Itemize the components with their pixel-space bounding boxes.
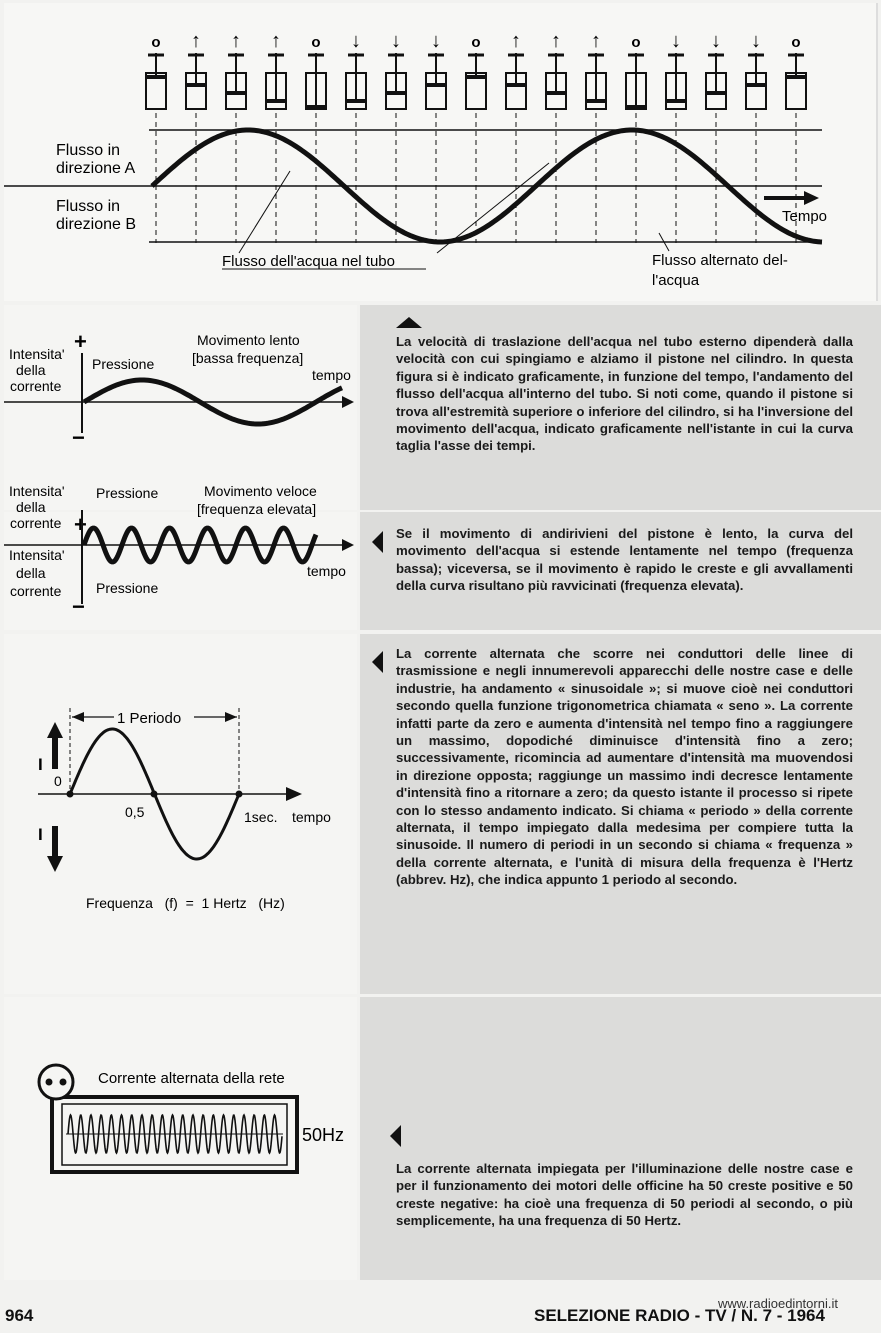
figure-piston-flow [4, 3, 878, 301]
flow-b-label-line2: direzione B [56, 216, 137, 233]
piston-head [627, 105, 645, 109]
mains-current-diagram [4, 997, 357, 1280]
piston-cylinder [386, 30, 406, 243]
minus-sign: − [72, 594, 85, 619]
plus-sign: + [74, 512, 87, 537]
time-axis-arrow [286, 787, 302, 801]
piston-rest-icon: o [471, 34, 481, 51]
period-sine-diagram [4, 634, 357, 994]
socket-pin-left-icon [46, 1079, 53, 1086]
fast-movement-label-line2: [frequenza elevata] [197, 501, 317, 517]
paragraph-panel-2 [360, 512, 881, 630]
flow-b-label-line1: Flusso in [56, 198, 121, 215]
intensity-label-line3: corrente [10, 378, 62, 394]
arrow-down-icon: ↓ [351, 30, 361, 52]
left-triangle-icon [390, 1125, 401, 1147]
piston-cylinder [226, 30, 246, 243]
piston-head [187, 83, 205, 87]
intensity-bottom-line3: corrente [10, 583, 62, 599]
slow-movement-label-line2: [bassa frequenza] [192, 350, 304, 366]
caption-alternating-line2: l'acqua [652, 272, 700, 289]
time-label: Tempo [782, 208, 828, 225]
paragraph-2: Se il movimento di andirivieni del pistone è lento, la curva del movimento dell'acqua si estende lentamente nel tempo (frequenza bassa); viceversa, se il movimento è rapido le creste e gli avvallamenti della curva risultano più ravvicinati (frequenza elevata). [396, 526, 853, 594]
piston-head [387, 91, 405, 95]
piston-head [427, 83, 445, 87]
figure-period [4, 634, 357, 994]
intensity-label-line2: della [16, 362, 46, 378]
caption-water-flow: Flusso dell'acqua nel tubo [222, 253, 395, 270]
time-label: tempo [312, 367, 351, 383]
paragraph-panel-4 [360, 997, 881, 1280]
paragraph-3: La corrente alternata che scorre nei conduttori delle linee di trasmissione e negli innumerevoli apparecchi delle nostre case e delle industrie, ha andamento « sinusoidale »; si muove cioè nei conduttori secondo quella funzione trigonometrica chiamata « seno ». La corrente infatti parte da zero e aumenta d'intensità nel tempo fino a raggiungere un massimo, dopodiché diminuisce d'intensità fino a zero; successivamente, ricomincia ad aumentare d'intensità ma muovendosi in direzione opposta; raggiunge un massimo indi decresce lentamente d'intensità fino a ritornare a zero; da questo istante il processo si ripete con lo stesso andamento indicato. Si chiama « periodo » della corrente alternata, il tempo impiegato dalla medesima per compiere tutta la sinusoide. Il numero di periodi in un secondo si chiama « frequenza » della corrente alternata, e l'unità di misura della frequenza è l'Hertz (abbrev. Hz), che indica appunto 1 periodo al secondo. [396, 646, 853, 888]
minus-sign: − [72, 425, 85, 450]
arrow-down-icon: ↓ [711, 30, 721, 52]
high-frequency-diagram [4, 483, 357, 630]
piston-head [347, 99, 365, 103]
time-axis-arrow [342, 396, 354, 408]
arrow-up-icon: ↑ [271, 30, 281, 52]
slow-movement-label-line1: Movimento lento [197, 332, 300, 348]
frequency-label: Frequenza (f) = 1 Hertz (Hz) [86, 895, 285, 911]
current-label-bottom: I [38, 825, 43, 844]
time-axis-arrow [342, 539, 354, 551]
up-triangle-icon [396, 317, 422, 328]
paragraph-panel-1 [360, 305, 881, 510]
figure-slow-movement [4, 305, 357, 510]
piston-head [707, 91, 725, 95]
piston-cylinder [306, 34, 326, 243]
arrow-down-icon: ↓ [391, 30, 401, 52]
piston-rest-icon: o [791, 34, 801, 51]
intensity-top-line3: corrente [10, 515, 62, 531]
piston-head [587, 99, 605, 103]
period-arrow-right [225, 712, 237, 722]
current-up-arrow-icon [47, 722, 63, 769]
pointer-line-left [239, 171, 290, 253]
piston-cylinder [186, 30, 206, 243]
arrow-up-icon: ↑ [231, 30, 241, 52]
intensity-top-line2: della [16, 499, 46, 515]
left-triangle-icon [372, 531, 383, 553]
arrow-up-icon: ↑ [511, 30, 521, 52]
arrow-up-icon: ↑ [191, 30, 201, 52]
arrow-up-icon: ↑ [591, 30, 601, 52]
arrow-up-icon: ↑ [551, 30, 561, 52]
pressure-top-label: Pressione [96, 485, 159, 501]
zero-point [67, 791, 74, 798]
half-point [151, 791, 158, 798]
paragraph-panel-3 [360, 634, 881, 994]
figure-fast-movement [4, 483, 357, 630]
left-triangle-icon [372, 651, 383, 673]
arrow-down-icon: ↓ [431, 30, 441, 52]
piston-head [147, 75, 165, 79]
piston-head [547, 91, 565, 95]
intensity-bottom-line1: Intensita' [9, 547, 65, 563]
magazine-title: SELEZIONE RADIO - TV / N. 7 - 1964 [534, 1306, 825, 1325]
caption-alternating-line1: Flusso alternato del- [652, 252, 788, 269]
piston-cylinder [466, 34, 486, 243]
pressure-bottom-label: Pressione [96, 580, 159, 596]
figure-mains-current [4, 997, 357, 1280]
time-label: tempo [307, 563, 346, 579]
fast-movement-label-line1: Movimento veloce [204, 483, 317, 499]
intensity-label-line1: Intensita' [9, 346, 65, 362]
watermark-url: www.radioedintorni.it [718, 1296, 838, 1311]
piston-cylinder [546, 30, 566, 243]
piston-rest-icon: o [151, 34, 161, 51]
intensity-bottom-line2: della [16, 565, 46, 581]
paragraph-4: La corrente alternata impiegata per l'illuminazione delle nostre case e per il funzionamento dei motori delle officine ha 50 creste positive e 50 creste negative: ha cioè una frequenza di 50 periodi al secondo, o più semplicemente, ha una frequenza di 50 Hertz. [396, 1161, 853, 1229]
pressure-label: Pressione [92, 356, 155, 372]
frequency-50hz-label: 50Hz [302, 1125, 345, 1145]
piston-head [267, 99, 285, 103]
page-number: 964 [5, 1306, 34, 1325]
mains-title: Corrente alternata della rete [98, 1070, 285, 1087]
piston-rest-icon: o [311, 34, 321, 51]
intensity-top-line1: Intensita' [9, 483, 65, 499]
pointer-line-mid [437, 163, 549, 253]
arrow-down-icon: ↓ [671, 30, 681, 52]
slow-frequency-diagram [4, 305, 357, 510]
piston-cylinder [426, 30, 446, 243]
plus-sign: + [74, 329, 87, 354]
arrow-down-icon: ↓ [751, 30, 761, 52]
piston-head [507, 83, 525, 87]
piston-head [467, 75, 485, 79]
piston-cylinder [146, 34, 166, 243]
piston-head [227, 91, 245, 95]
half-label: 0,5 [125, 804, 145, 820]
zero-label: 0 [54, 773, 62, 789]
piston-cylinder [346, 30, 366, 243]
one-sec-point [236, 791, 243, 798]
piston-rest-icon: o [631, 34, 641, 51]
socket-icon [39, 1065, 73, 1099]
piston-head [787, 75, 805, 79]
piston-head [747, 83, 765, 87]
time-axis-arrow [764, 191, 819, 205]
period-arrow-left [72, 712, 84, 722]
piston-cylinder [666, 30, 686, 243]
piston-cylinder [626, 34, 646, 243]
time-label: tempo [292, 809, 331, 825]
piston-head [307, 105, 325, 109]
flow-a-label-line2: direzione A [56, 160, 136, 177]
period-label: 1 Periodo [117, 710, 182, 727]
piston-head [667, 99, 685, 103]
piston-cylinder [706, 30, 726, 243]
socket-pin-right-icon [60, 1079, 67, 1086]
one-sec-label: 1sec. [244, 809, 278, 825]
flow-a-label-line1: Flusso in [56, 142, 121, 159]
current-label-top: I [38, 755, 43, 774]
piston-flow-diagram [4, 3, 876, 301]
current-down-arrow-icon [47, 826, 63, 872]
paragraph-1: La velocità di traslazione dell'acqua nel tubo esterno dipenderà dalla velocità con cui spingiamo e alziamo il pistone nel cilindro. In questa figura si è indicato graficamente, in funzione del tempo, l'andamento del flusso dell'acqua all'interno del tubo. Si noti come, quando il pistone si trova all'estremità superiore o inferiore del cilindro, si ha l'inversione del movimento dell'acqua, indicato graficamente nell'istante in cui la curva taglia l'asse dei tempi. [396, 334, 853, 454]
